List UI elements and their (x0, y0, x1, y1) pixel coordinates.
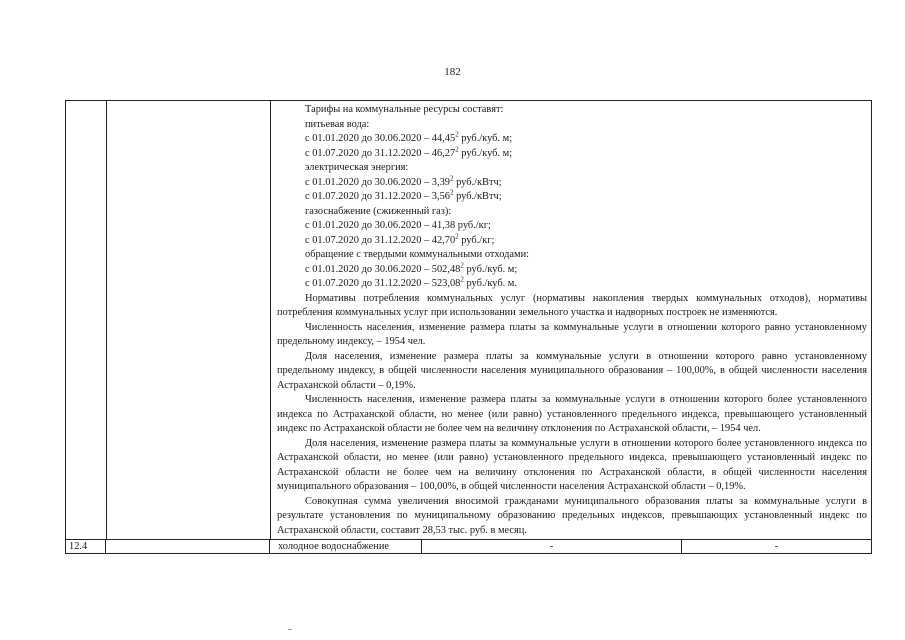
tariff-line (277, 161, 867, 176)
document-table (65, 100, 872, 554)
paragraph: Численность населения, изменение размера платы за коммунальные услуги в отношении которого равно установленному предельному индексу, – 1954 чел. (277, 321, 867, 347)
tariff-line (277, 147, 867, 162)
tariff-line (277, 176, 867, 191)
tariff-footnote-mark: 2 (455, 130, 459, 139)
tariff-footnote-mark: 2 (460, 275, 464, 284)
tariff-line-unit: руб./куб. м; (458, 147, 513, 159)
paragraph: Совокупная сумма увеличения вносимой гражданами муниципального образования платы за коммунальные услуги в результате установления по муниципальному образованию предельных индексов, превышающих установленный индекс по Астраханской области, составит 28,53 тыс. руб. в месяц. (277, 495, 867, 536)
tariff-line-text: газоснабжение (сжиженный газ): (305, 205, 452, 217)
tariff-line-text: с 01.07.2020 до 31.12.2020 – 42,70 (305, 234, 456, 246)
value-cell-2: - (774, 541, 779, 552)
paragraph: Доля населения, изменение размера платы за коммунальные услуги в отношении которого равно установленному предельному индексу, в общей численности населения муниципального образования – 100,00%, в общей численности населения Астраханской области – 0,19%. (277, 350, 867, 391)
row-name-cell (106, 540, 270, 553)
tariff-line (277, 219, 867, 234)
tariff-list (277, 118, 867, 292)
tariff-line (277, 248, 867, 263)
tariff-line-text: с 01.01.2020 до 30.06.2020 – 41,38 руб./кг; (305, 220, 491, 231)
tariff-line (277, 205, 867, 220)
tariff-line-text: с 01.01.2020 до 30.06.2020 – 502,48 (305, 263, 461, 275)
scan-artifact (288, 629, 292, 630)
tariff-line (277, 263, 867, 278)
table-row-12-4 (66, 540, 871, 554)
tariff-footnote-mark: 2 (460, 261, 464, 270)
row-text-cell (271, 101, 871, 539)
tariff-line-text: с 01.07.2020 до 31.12.2020 – 523,08 (305, 278, 461, 289)
tariff-line (277, 132, 867, 147)
tariff-line-unit: руб./кВтч; (453, 176, 502, 188)
tariff-line-unit: руб./куб. м. (463, 278, 517, 289)
tariff-line-unit: руб./куб. м; (458, 133, 513, 144)
tariff-line-text: с 01.01.2020 до 30.06.2020 – 3,39 (305, 176, 450, 188)
paragraph: Нормативы потребления коммунальных услуг (нормативы накопления твердых коммунальных отходов), нормативы потребления коммунальных услуг при использовании земельного участка и надворных построек не изменяются. (277, 292, 867, 318)
tariff-line-text: питьевая вода: (305, 118, 370, 130)
tariff-line (277, 234, 867, 249)
tariff-line-unit: руб./кг; (458, 234, 495, 246)
tariff-line-text: с 01.07.2020 до 31.12.2020 – 46,27 (305, 147, 456, 159)
tariffs-heading: Тарифы на коммунальные ресурсы составят: (305, 104, 504, 115)
paragraph: Численность населения, изменение размера платы за коммунальные услуги в отношении которого более установленного индекса по Астраханской области, но менее (или равно) установленного предельного индекса, превышающего установленный индекс по Астраханской области не более чем на величину отклонения по Астраханской области, – 1954 чел. (277, 394, 867, 434)
row-number-cell (66, 101, 107, 539)
paragraph: Доля населения, изменение размера платы за коммунальные услуги в отношении которого более установленного индекса по Астраханской области, но менее (или равно) установленного предельного индекса, превышающего установленный индекс по Астраханской области не более чем на величину отклонения по Астраханской области, в общей численности населения муниципального образования – 100,00%, в общей численности населения Астраханской области – 0,19%. (277, 437, 867, 492)
tariff-footnote-mark: 2 (455, 232, 459, 241)
tariff-line-text: электрическая энергия: (305, 162, 409, 173)
paragraph-list (277, 292, 867, 539)
tariff-footnote-mark: 2 (455, 145, 459, 154)
tariff-line (277, 190, 867, 205)
tariff-line-text: с 01.07.2020 до 31.12.2020 – 3,56 (305, 191, 450, 202)
tariff-line-text: обращение с твердыми коммунальными отходами: (305, 249, 530, 260)
tariff-line (277, 118, 867, 133)
tariff-line (277, 277, 867, 292)
value-cell-1: - (422, 540, 682, 553)
tariff-line-unit: руб./куб. м; (463, 263, 518, 275)
table-row (66, 101, 871, 540)
service-label: холодное водоснабжение (270, 540, 422, 553)
tariff-footnote-mark: 2 (449, 188, 454, 197)
row-name-cell (107, 101, 271, 539)
tariff-line-unit: руб./кВтч; (453, 191, 502, 202)
page-number: 182 (444, 66, 461, 78)
tariff-footnote-mark: 2 (449, 174, 454, 183)
row-number: 12.4 (66, 540, 106, 553)
tariff-line-text: с 01.01.2020 до 30.06.2020 – 44,45 (305, 133, 456, 144)
